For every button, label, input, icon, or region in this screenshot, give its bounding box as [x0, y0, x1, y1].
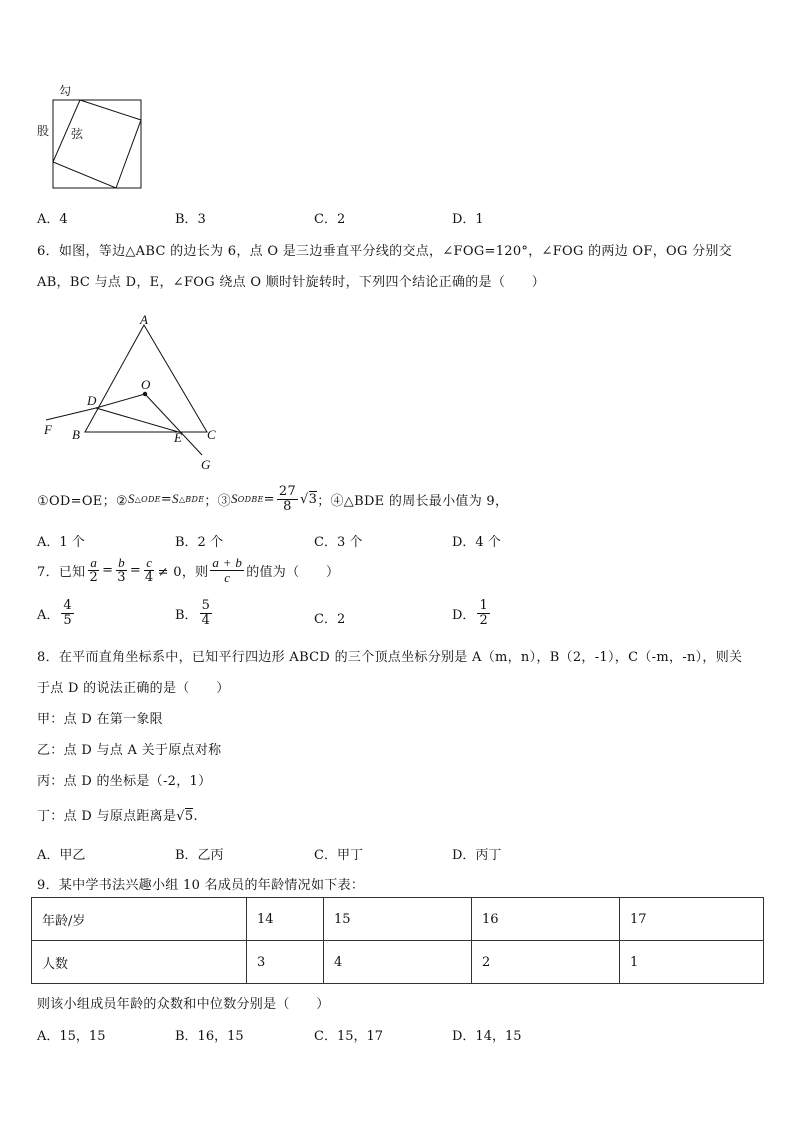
table-cell: 16: [472, 898, 620, 941]
age-table: [31, 897, 764, 984]
fraction-c-4: $\frac{c}{4}$: [145, 555, 154, 585]
label-gu: 股: [37, 124, 50, 138]
q7-suffix: 的值为（ ）: [246, 564, 340, 580]
point-f-label: F: [44, 422, 52, 437]
q8-option-b[interactable]: B．乙丙: [175, 848, 224, 863]
fraction-numerator: 27: [278, 484, 297, 499]
point-d-label: D: [87, 393, 97, 408]
q7-option-a[interactable]: A． $\frac{4}{5}$: [37, 598, 72, 628]
q5-option-d[interactable]: D．1: [452, 212, 484, 227]
table-cell: 14: [247, 898, 324, 941]
equals: =: [129, 562, 142, 578]
q9-option-c[interactable]: C．15，17: [314, 1029, 384, 1044]
point-g-label: G: [201, 457, 211, 472]
fraction-apb-c: $\frac{a + b}{c}$: [212, 555, 243, 585]
table-cell: 17: [620, 898, 764, 941]
sqrt-radicand: 3: [308, 492, 318, 508]
table-cell: 15: [324, 898, 472, 941]
fraction-b-3: $\frac{b}{3}$: [117, 555, 126, 585]
table-cell: 3: [247, 941, 324, 984]
q6-option-c[interactable]: C．3 个: [314, 535, 363, 550]
q8-statement-bing: 丙：点 D 的坐标是（-2，1）: [37, 774, 212, 789]
point-o-label: O: [141, 377, 151, 392]
q5-figure: [30, 80, 150, 195]
conclusion-4: ；④△BDE 的周长最小值为 9，: [317, 493, 509, 509]
q5-option-c[interactable]: C．2: [314, 212, 346, 227]
q9-option-b[interactable]: B．16，15: [175, 1029, 244, 1044]
q8-option-a[interactable]: A．甲乙: [37, 848, 86, 863]
conclusion-1: ①OD=OE；②: [37, 493, 128, 509]
q8-text-line1: 8．在平而直角坐标系中，已知平行四边形 ABCD 的三个顶点坐标分别是 A（m，n），B（2，-1），C（-m，-n），则关: [37, 650, 743, 665]
area-s2-sub: △BDE: [178, 494, 205, 504]
q8-statement-ding: 丁：点 D 与原点距离是√5.: [37, 809, 198, 824]
area-s1-sub: △ODE: [134, 494, 161, 504]
q8-statement-jia: 甲：点 D 在第一象限: [37, 712, 163, 727]
fraction-27-8: [277, 485, 298, 513]
table-row: [32, 941, 764, 984]
q7-prefix: 7．已知: [37, 564, 86, 580]
label-xian: 弦: [71, 127, 84, 141]
sqrt-icon: √: [300, 491, 309, 507]
equals: =: [102, 562, 114, 578]
not-equal-zero: ≠ 0，则: [157, 564, 209, 580]
point-c-label: C: [207, 427, 216, 442]
area-s1: S: [127, 491, 135, 507]
table-row: [32, 898, 764, 941]
q7-option-b[interactable]: B． $\frac{5}{4}$: [175, 598, 210, 628]
q6-text-line2: AB，BC 与点 D，E，∠FOG 绕点 O 顺时针旋转时，下列四个结论正确的是（ ）: [37, 275, 546, 290]
sqrt-icon: √: [176, 809, 185, 824]
equals-2: =: [263, 491, 275, 507]
q8-option-d[interactable]: D．丙丁: [452, 848, 502, 863]
q9-text-line2: 则该小组成员年龄的众数和中位数分别是（ ）: [37, 997, 330, 1012]
q7-option-d[interactable]: D． $\frac{1}{2}$: [452, 598, 488, 628]
table-cell: 4: [324, 941, 472, 984]
point-a-label: A: [140, 312, 148, 327]
q7-question: [37, 556, 339, 584]
fraction-denominator: 8: [283, 498, 292, 514]
q6-text-line1: 6．如图，等边△ABC 的边长为 6，点 O 是三边垂直平分线的交点，∠FOG=120°，∠FOG 的两边 OF，OG 分别交: [37, 244, 732, 259]
q5-option-a[interactable]: A．4: [37, 212, 68, 227]
q6-option-d[interactable]: D．4 个: [452, 535, 501, 550]
area-s3-sub: ODBE: [237, 494, 264, 504]
conclusion-3-prefix: ；③: [204, 493, 231, 509]
q8-option-c[interactable]: C．甲丁: [314, 848, 363, 863]
table-cell: 人数: [32, 941, 247, 984]
equals-1: =: [160, 491, 173, 507]
label-gou: 勾: [59, 84, 72, 98]
fraction-a-2: $\frac{a}{2}$: [89, 555, 99, 585]
q6-option-a[interactable]: A．1 个: [37, 535, 85, 550]
q6-conclusions: [37, 485, 508, 513]
q6-option-b[interactable]: B．2 个: [175, 535, 223, 550]
table-cell: 2: [472, 941, 620, 984]
q8-statement-yi: 乙：点 D 与点 A 关于原点对称: [37, 743, 222, 758]
q8-text-line2: 于点 D 的说法正确的是（ ）: [37, 681, 230, 696]
q5-option-b[interactable]: B．3: [175, 212, 206, 227]
point-e-label: E: [174, 430, 182, 445]
table-cell: 1: [620, 941, 764, 984]
q6-figure: [36, 308, 236, 478]
q7-option-c[interactable]: C．2: [314, 612, 346, 627]
table-cell: 年龄/岁: [32, 898, 247, 941]
point-b-label: B: [72, 427, 80, 442]
q9-option-d[interactable]: D．14，15: [452, 1029, 522, 1044]
q9-option-a[interactable]: A．15，15: [37, 1029, 106, 1044]
q9-text-line1: 9．某中学书法兴趣小组 10 名成员的年龄情况如下表：: [37, 878, 365, 893]
triangle-diagram: [36, 308, 236, 478]
area-s3: S: [230, 491, 238, 507]
area-s2: S: [172, 491, 179, 507]
